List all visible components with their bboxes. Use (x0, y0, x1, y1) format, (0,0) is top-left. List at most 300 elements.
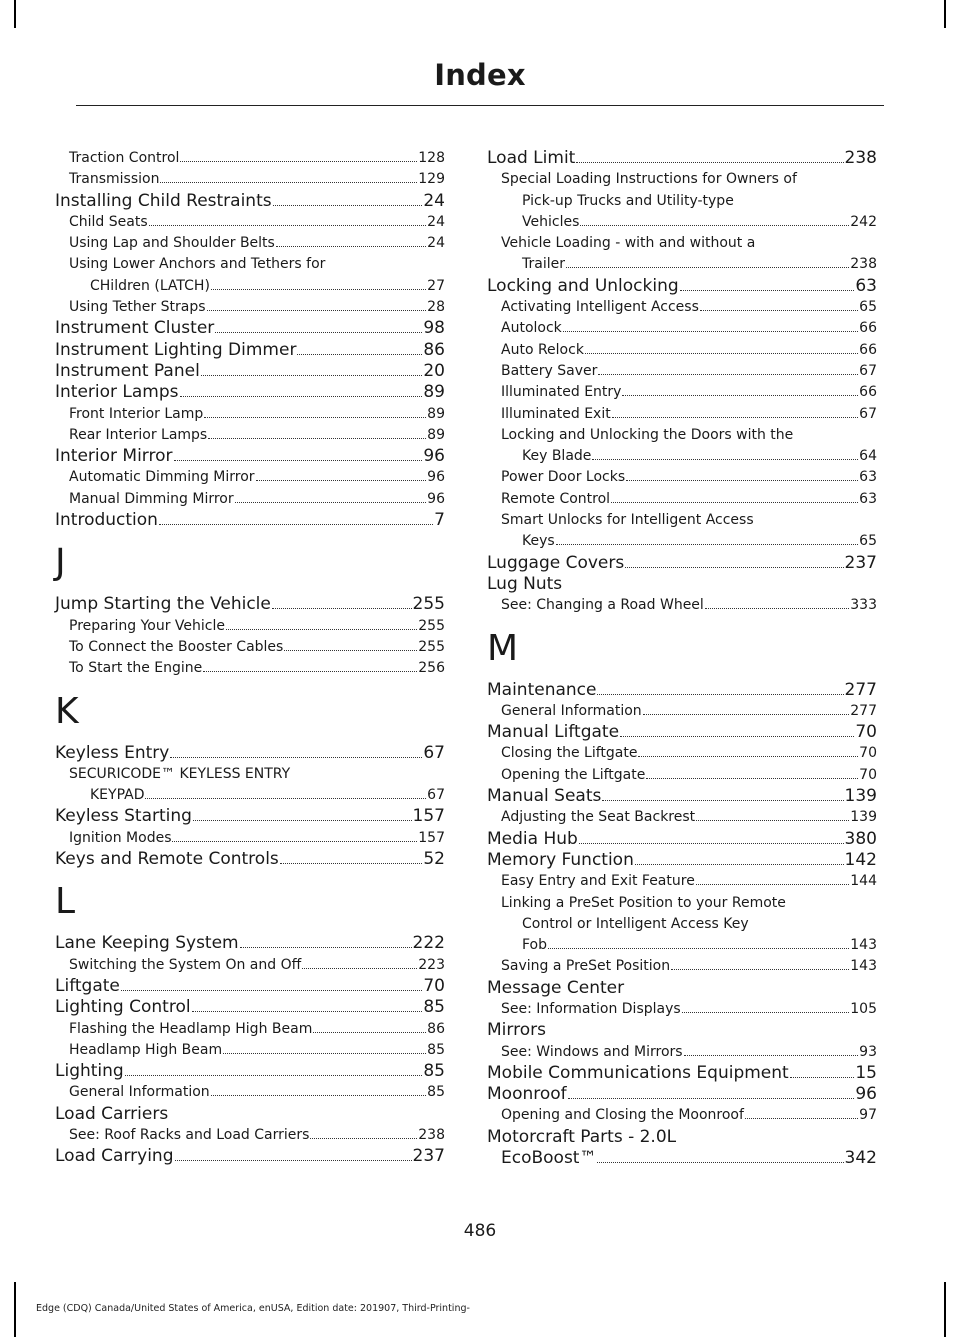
index-subentry (487, 382, 877, 403)
footer-edition: Edge (CDQ) Canada/United States of America, enUSA, Edition date: 201907, Third-Printing- (36, 1303, 470, 1314)
index-heading (487, 148, 877, 169)
dot-leader (215, 332, 422, 333)
index-subentry-text (487, 191, 877, 212)
entry-label: Load Limit (487, 148, 576, 168)
dot-leader (175, 1160, 412, 1161)
index-section-letter: L (55, 881, 76, 923)
entry-label: Special Loading Instructions for Owners of (501, 171, 797, 188)
entry-label: Interior Mirror (55, 446, 173, 467)
entry-label: Power Door Locks (501, 469, 626, 486)
entry-page-number: 89 (427, 405, 445, 422)
dot-leader (576, 162, 843, 163)
dot-leader (700, 310, 858, 311)
entry-label: CHildren (LATCH) (90, 277, 210, 294)
entry-page-number: 333 (850, 597, 877, 614)
entry-label: Transmission (69, 171, 160, 188)
entry-label: Instrument Lighting Dimmer (55, 339, 297, 360)
dot-leader (611, 502, 858, 503)
index-subentry (487, 871, 877, 892)
entry-label: Trailer (522, 256, 565, 273)
entry-label: Auto Relock (501, 341, 584, 358)
dot-leader (643, 714, 850, 715)
entry-page-number: 67 (427, 787, 445, 804)
entry-page-number: 238 (850, 256, 877, 273)
entry-page-number: 238 (844, 148, 877, 168)
entry-page-number: 63 (855, 275, 877, 296)
dot-leader (276, 246, 426, 247)
index-heading (55, 743, 445, 764)
index-heading (487, 722, 877, 743)
entry-page-number: 139 (850, 809, 877, 826)
entry-page-number: 28 (427, 299, 445, 316)
entry-label: Keyless Starting (55, 806, 192, 827)
entry-label: Locking and Unlocking the Doors with the (501, 426, 794, 443)
index-subentry (55, 1082, 445, 1103)
dot-leader (192, 1011, 423, 1012)
dot-leader (635, 864, 844, 865)
entry-page-number: 89 (423, 382, 445, 403)
index-subentry (487, 595, 877, 616)
entry-page-number: 157 (412, 806, 445, 827)
entry-page-number: 65 (859, 299, 877, 316)
entry-page-number: 255 (412, 594, 445, 615)
entry-page-number: 255 (418, 638, 445, 655)
entry-page-number: 277 (850, 702, 877, 719)
index-subentry (487, 765, 877, 786)
index-subentry (487, 318, 877, 339)
entry-label: Interior Lamps (55, 382, 179, 403)
entry-label: Smart Unlocks for Intelligent Access (501, 512, 754, 529)
index-subentry (487, 404, 877, 425)
entry-label: Manual Seats (487, 786, 602, 807)
index-subentry (487, 340, 877, 361)
entry-page-number: 143 (850, 937, 877, 954)
entry-label: Closing the Liftgate (501, 745, 638, 762)
entry-label: Battery Saver (501, 362, 598, 379)
index-subentry (55, 467, 445, 488)
index-subentry (55, 637, 445, 658)
index-subentry-text (487, 914, 877, 935)
entry-label: Lug Nuts (487, 573, 563, 594)
index-heading (55, 382, 445, 403)
dot-leader (568, 1098, 855, 1099)
index-heading (487, 276, 877, 297)
entry-label: Load Carrying (55, 1146, 174, 1167)
entry-label: Message Center (487, 977, 625, 998)
dot-leader (207, 310, 427, 311)
entry-page-number: 86 (423, 339, 445, 360)
entry-page-number: 277 (844, 679, 877, 700)
entry-label: Maintenance (487, 679, 597, 700)
entry-label: Linking a PreSet Position to your Remote (501, 894, 786, 911)
index-heading (487, 574, 877, 595)
entry-page-number: 139 (844, 786, 877, 807)
index-subentry (487, 701, 877, 722)
entry-page-number: 86 (427, 1020, 445, 1037)
index-subentry-text (487, 169, 877, 190)
index-heading (487, 1127, 877, 1148)
index-subentry-text (55, 254, 445, 275)
dot-leader (125, 1075, 423, 1076)
entry-page-number: 380 (844, 828, 877, 849)
dot-leader (625, 567, 843, 568)
index-subentry (55, 1040, 445, 1061)
entry-label: Vehicle Loading - with and without a (501, 235, 756, 252)
title-rule (76, 105, 884, 106)
entry-label: Introduction (55, 510, 158, 531)
dot-leader (280, 863, 423, 864)
entry-page-number: 70 (859, 745, 877, 762)
index-subentry (55, 1125, 445, 1146)
index-subentry (487, 807, 877, 828)
dot-leader (696, 820, 849, 821)
entry-page-number: 85 (423, 997, 445, 1018)
dot-leader (193, 820, 412, 821)
index-subentry-continued (487, 212, 877, 233)
index-heading (487, 1020, 877, 1041)
entry-page-number: 70 (855, 722, 877, 743)
entry-page-number: 63 (859, 490, 877, 507)
dot-leader (646, 778, 858, 779)
index-heading (55, 1146, 445, 1167)
index-subentry (487, 999, 877, 1020)
entry-label: Key Blade (522, 448, 592, 465)
index-subentry-text (487, 893, 877, 914)
entry-label: Adjusting the Seat Backrest (501, 809, 696, 826)
entry-page-number: 63 (859, 469, 877, 486)
entry-label: Luggage Covers (487, 552, 625, 573)
dot-leader (208, 438, 426, 439)
entry-label: Mirrors (487, 1020, 546, 1041)
entry-page-number: 238 (418, 1126, 445, 1143)
dot-leader (201, 375, 423, 376)
entry-label: Locking and Unlocking (487, 275, 679, 296)
entry-page-number: 237 (412, 1146, 445, 1167)
entry-page-number: 157 (418, 829, 445, 846)
dot-leader (626, 480, 858, 481)
index-subentry (55, 148, 445, 169)
dot-leader (313, 1032, 426, 1033)
entry-label: Illuminated Exit (501, 405, 611, 422)
index-heading (487, 1063, 877, 1084)
dot-leader (297, 354, 422, 355)
entry-page-number: 66 (859, 384, 877, 401)
index-section-letter: K (55, 690, 79, 732)
crop-mark-top-right (944, 0, 946, 28)
entry-page-number: 64 (859, 448, 877, 465)
entry-label: Using Lower Anchors and Tethers for (69, 256, 326, 273)
entry-label: Ignition Modes (69, 829, 172, 846)
entry-label: Memory Function (487, 849, 634, 870)
entry-label: Saving a PreSet Position (501, 958, 671, 975)
index-section-letter: M (487, 627, 519, 669)
index-heading (55, 318, 445, 339)
index-subentry-text (487, 510, 877, 531)
dot-leader (272, 608, 412, 609)
entry-label: Manual Liftgate (487, 722, 620, 743)
dot-leader (579, 843, 844, 844)
dot-leader (598, 374, 858, 375)
entry-label: Opening the Liftgate (501, 766, 646, 783)
index-subentry (55, 489, 445, 510)
entry-page-number: 96 (427, 469, 445, 486)
entry-page-number: 342 (844, 1148, 877, 1169)
index-heading (55, 191, 445, 212)
dot-leader (592, 459, 858, 460)
index-subentry (55, 212, 445, 233)
entry-label: Illuminated Entry (501, 384, 622, 401)
index-heading-continued (487, 1148, 877, 1169)
entry-page-number: 256 (418, 660, 445, 677)
index-subentry (55, 616, 445, 637)
entry-label: Autolock (501, 320, 562, 337)
entry-label: Flashing the Headlamp High Beam (69, 1020, 313, 1037)
entry-page-number: 27 (427, 277, 445, 294)
entry-page-number: 98 (423, 318, 445, 339)
index-subentry-text (55, 764, 445, 785)
entry-label: Lane Keeping System (55, 933, 239, 954)
entry-page-number: 223 (418, 956, 445, 973)
index-column-left (55, 148, 445, 1168)
entry-page-number: 70 (859, 766, 877, 783)
entry-page-number: 96 (855, 1084, 877, 1105)
dot-leader (256, 480, 427, 481)
dot-leader (223, 1053, 426, 1054)
dot-leader (180, 396, 423, 397)
entry-page-number: 89 (427, 426, 445, 443)
index-heading (55, 340, 445, 361)
index-heading (55, 594, 445, 615)
entry-page-number: 97 (859, 1107, 877, 1124)
index-heading (55, 976, 445, 997)
dot-leader (556, 544, 858, 545)
entry-label: Instrument Panel (55, 360, 200, 381)
page-number: 486 (463, 1221, 497, 1241)
entry-page-number: 144 (850, 873, 877, 890)
dot-leader (235, 502, 427, 503)
index-column-right (487, 148, 877, 1169)
index-subentry-continued (487, 935, 877, 956)
index-heading (487, 978, 877, 999)
entry-page-number: 105 (850, 1000, 877, 1017)
entry-page-number: 67 (423, 742, 445, 763)
index-subentry-continued (55, 785, 445, 806)
dot-leader (622, 395, 858, 396)
page-title: Index (434, 58, 526, 92)
entry-page-number: 70 (423, 975, 445, 996)
entry-page-number: 242 (850, 213, 877, 230)
entry-label: Easy Entry and Exit Feature (501, 873, 695, 890)
dot-leader (172, 841, 417, 842)
dot-leader (671, 969, 849, 970)
dot-leader (273, 205, 423, 206)
dot-leader (790, 1077, 855, 1078)
index-subentry (487, 297, 877, 318)
dot-leader (597, 694, 843, 695)
dot-leader (204, 417, 426, 418)
index-subentry (55, 1019, 445, 1040)
dot-leader (696, 884, 849, 885)
index-heading (55, 933, 445, 954)
entry-page-number: 65 (859, 533, 877, 550)
dot-leader (548, 948, 849, 949)
dot-leader (302, 968, 417, 969)
dot-leader (680, 290, 855, 291)
index-heading (55, 997, 445, 1018)
index-subentry (55, 955, 445, 976)
entry-label: Load Carriers (55, 1103, 169, 1124)
index-subentry (55, 425, 445, 446)
dot-leader (585, 353, 858, 354)
index-subentry-continued (487, 531, 877, 552)
entry-label: See: Information Displays (501, 1000, 681, 1017)
dot-leader (174, 460, 423, 461)
entry-label: Instrument Cluster (55, 318, 215, 339)
index-heading (55, 806, 445, 827)
index-subentry (55, 297, 445, 318)
entry-label: Media Hub (487, 828, 578, 849)
index-subentry (55, 828, 445, 849)
entry-label: Rear Interior Lamps (69, 426, 208, 443)
entry-label: Manual Dimming Mirror (69, 490, 234, 507)
dot-leader (203, 671, 417, 672)
entry-label: Switching the System On and Off (69, 956, 302, 973)
entry-page-number: 20 (423, 360, 445, 381)
index-subentry (487, 743, 877, 764)
entry-page-number: 129 (418, 171, 445, 188)
dot-leader (682, 1012, 850, 1013)
entry-label: General Information (501, 702, 642, 719)
entry-page-number: 222 (412, 933, 445, 954)
entry-page-number: 24 (427, 235, 445, 252)
dot-leader (211, 1095, 427, 1096)
dot-leader (620, 736, 854, 737)
dot-leader (580, 225, 849, 226)
entry-label: KEYPAD (90, 787, 145, 804)
entry-page-number: 85 (427, 1084, 445, 1101)
entry-label: Headlamp High Beam (69, 1041, 223, 1058)
entry-page-number: 52 (423, 849, 445, 870)
index-subentry (487, 956, 877, 977)
entry-label: Traction Control (69, 150, 180, 166)
dot-leader (566, 267, 849, 268)
entry-label: Keys (522, 533, 555, 550)
entry-label: See: Roof Racks and Load Carriers (69, 1126, 310, 1143)
index-subentry (487, 489, 877, 510)
index-subentry-continued (487, 254, 877, 275)
dot-leader (121, 990, 422, 991)
index-heading (487, 553, 877, 574)
crop-mark-bottom-left (14, 1282, 16, 1337)
entry-page-number: 85 (423, 1061, 445, 1082)
entry-label: Lighting Control (55, 997, 191, 1018)
entry-page-number: 142 (844, 849, 877, 870)
entry-page-number: 15 (855, 1062, 877, 1083)
entry-label: EcoBoost™ (501, 1148, 597, 1169)
index-heading (487, 829, 877, 850)
entry-label: Automatic Dimming Mirror (69, 469, 255, 486)
dot-leader (638, 756, 858, 757)
index-heading (55, 361, 445, 382)
entry-label: Preparing Your Vehicle (69, 617, 225, 634)
entry-page-number: 143 (850, 958, 877, 975)
entry-label: See: Changing a Road Wheel (501, 597, 704, 614)
entry-page-number: 96 (423, 446, 445, 467)
entry-label: Using Tether Straps (69, 299, 206, 316)
entry-page-number: 24 (423, 190, 445, 211)
dot-leader (310, 1138, 417, 1139)
entry-page-number: 237 (844, 552, 877, 573)
crop-mark-bottom-right (944, 1282, 946, 1337)
index-heading (487, 1084, 877, 1105)
dot-leader (170, 757, 422, 758)
crop-mark-top-left (14, 0, 16, 28)
index-subentry-text (487, 233, 877, 254)
dot-leader (180, 161, 417, 162)
entry-label: Remote Control (501, 490, 611, 507)
dot-leader (745, 1118, 858, 1119)
entry-page-number: 255 (418, 617, 445, 634)
entry-label: To Start the Engine (69, 660, 203, 677)
entry-label: Activating Intelligent Access (501, 299, 699, 316)
entry-label: Installing Child Restraints (55, 190, 272, 211)
dot-leader (145, 798, 426, 799)
dot-leader (240, 947, 412, 948)
dot-leader (149, 225, 427, 226)
index-heading (55, 849, 445, 870)
index-heading (487, 850, 877, 871)
entry-page-number: 66 (859, 341, 877, 358)
entry-label: Vehicles (522, 213, 580, 230)
entry-label: General Information (69, 1084, 210, 1101)
entry-label: Jump Starting the Vehicle (55, 594, 271, 615)
index-subentry (55, 233, 445, 254)
dot-leader (563, 331, 858, 332)
entry-page-number: 7 (434, 510, 445, 531)
entry-page-number: 85 (427, 1041, 445, 1058)
entry-label: Moonroof (487, 1084, 567, 1105)
dot-leader (705, 608, 849, 609)
entry-label: Keyless Entry (55, 742, 170, 763)
entry-label: Opening and Closing the Moonroof (501, 1107, 744, 1124)
index-section-letter: J (55, 542, 66, 584)
index-subentry (55, 169, 445, 190)
entry-label: Pick-up Trucks and Utility-type (522, 192, 734, 209)
index-subentry-text (487, 425, 877, 446)
entry-label: See: Windows and Mirrors (501, 1043, 683, 1060)
index-subentry-continued (487, 446, 877, 467)
index-subentry (55, 404, 445, 425)
entry-page-number: 67 (859, 405, 877, 422)
index-subentry (487, 361, 877, 382)
dot-leader (684, 1055, 859, 1056)
entry-label: Using Lap and Shoulder Belts (69, 235, 275, 252)
index-heading (55, 510, 445, 531)
entry-page-number: 128 (418, 150, 445, 166)
entry-page-number: 93 (859, 1043, 877, 1060)
dot-leader (160, 182, 417, 183)
entry-page-number: 66 (859, 320, 877, 337)
entry-label: Control or Intelligent Access Key (522, 915, 749, 932)
entry-label: Keys and Remote Controls (55, 849, 279, 870)
dot-leader (159, 524, 433, 525)
dot-leader (597, 1162, 843, 1163)
entry-label: To Connect the Booster Cables (69, 638, 284, 655)
index-heading (487, 786, 877, 807)
entry-label: Child Seats (69, 213, 148, 230)
entry-label: SECURICODE™ KEYLESS ENTRY (69, 765, 291, 782)
dot-leader (612, 417, 858, 418)
